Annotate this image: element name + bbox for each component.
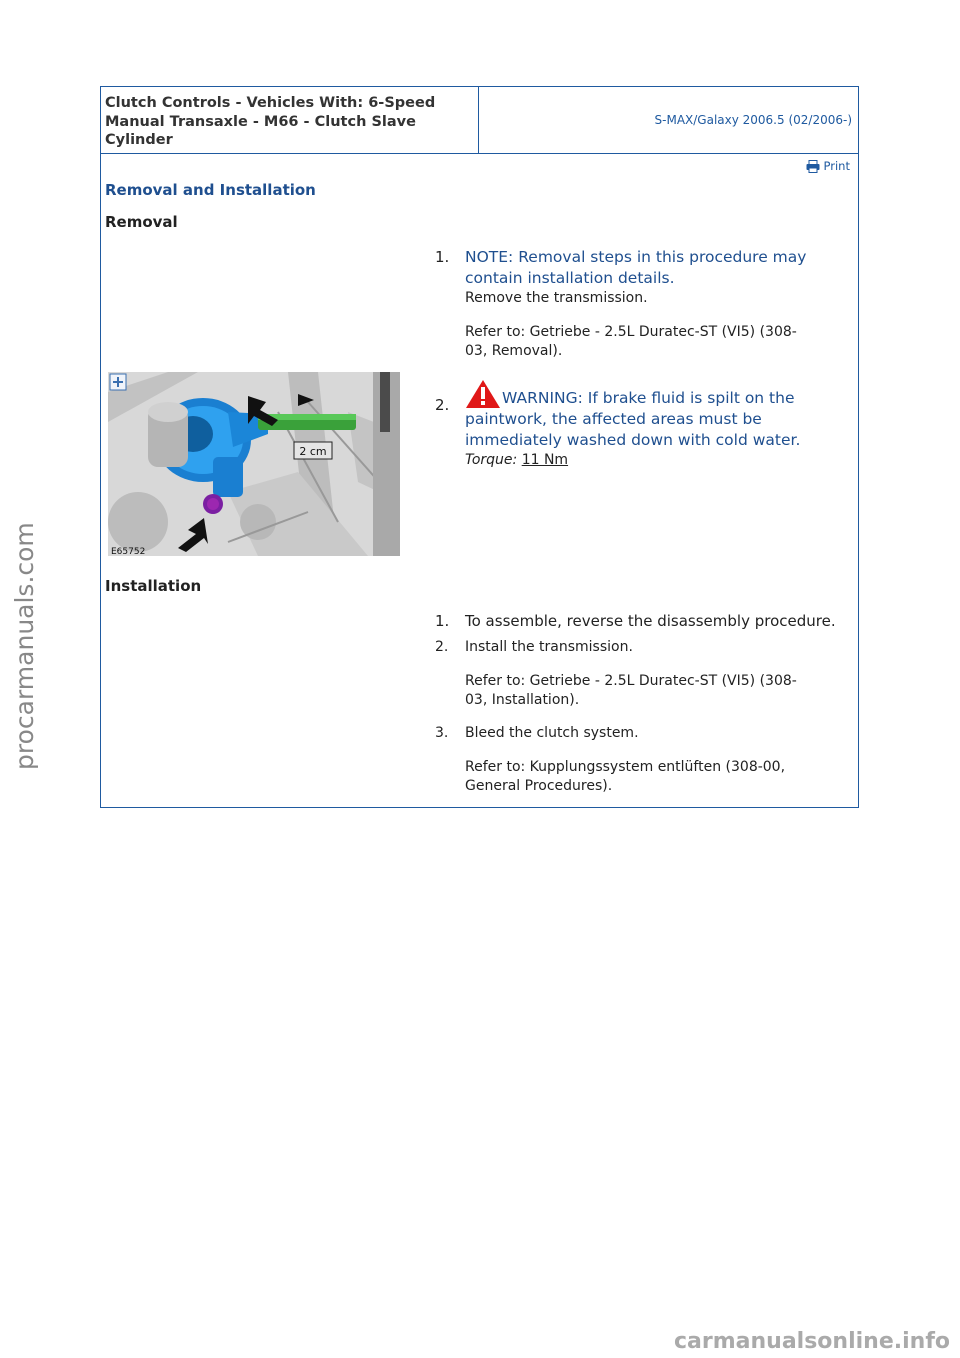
header: [101, 87, 858, 154]
warning-line-3: immediately washed down with cold water.: [465, 431, 801, 449]
installation-heading: Installation: [105, 577, 202, 595]
warning-text: [465, 379, 855, 451]
step-number: 2.: [435, 639, 449, 655]
step-text: Bleed the clutch system.: [465, 725, 639, 741]
reference-line-2: 03, Installation).: [465, 692, 580, 708]
printer-icon: [806, 160, 820, 173]
warning-icon: [465, 379, 501, 409]
section-title: Removal and Installation: [105, 181, 316, 199]
figure-id: E65752: [111, 547, 146, 556]
title-line-3: Cylinder: [105, 132, 173, 148]
warning-line-2: paintwork, the affected areas must be: [465, 410, 762, 428]
zoom-icon[interactable]: [110, 374, 126, 390]
note-line-1: NOTE: Removal steps in this procedure may: [465, 248, 807, 266]
step-text: Install the transmission.: [465, 639, 633, 655]
torque-spec: [465, 451, 855, 470]
watermark-bottom: carmanualsonline.info: [674, 1329, 950, 1354]
step-number: 1.: [435, 612, 450, 630]
figure-illustration: [108, 372, 400, 556]
warning-line-1: WARNING: If brake fluid is spilt on the: [502, 389, 795, 407]
step-number: 2.: [435, 396, 450, 414]
removal-heading: Removal: [105, 213, 178, 231]
reference-link[interactable]: [465, 672, 855, 710]
torque-value: 11 Nm: [521, 452, 569, 468]
reference-line-1: Refer to: Kupplungssystem entlüften (308-00,: [465, 759, 786, 775]
reference-line-1: Refer to: Getriebe - 2.5L Duratec-ST (VI5) (308-: [465, 673, 797, 689]
reference-line-1: Refer to: Getriebe - 2.5L Duratec-ST (VI5) (308-: [465, 324, 797, 340]
note-line-2: contain installation details.: [465, 269, 675, 287]
reference-line-2: 03, Removal).: [465, 343, 563, 359]
title-line-1: Clutch Controls - Vehicles With: 6-Speed: [105, 95, 436, 111]
reference-line-2: General Procedures).: [465, 778, 613, 794]
print-label: Print: [823, 159, 850, 173]
step-number: 1.: [435, 248, 450, 266]
title-line-2: Manual Transaxle - M66 - Clutch Slave: [105, 113, 416, 130]
torque-label: Torque:: [465, 452, 518, 468]
step-text: Remove the transmission.: [465, 290, 648, 306]
page-title: [101, 87, 479, 153]
document-sheet: [100, 86, 859, 808]
step-number: 3.: [435, 725, 449, 741]
reference-link[interactable]: [465, 758, 855, 796]
step-text: To assemble, reverse the disassembly procedure.: [465, 612, 836, 630]
print-button[interactable]: [806, 159, 850, 173]
watermark-left: procarmanuals.com: [10, 522, 39, 770]
reference-link[interactable]: [465, 323, 855, 361]
slave-cylinder-figure: [108, 372, 400, 556]
scale-label: 2 cm: [299, 445, 327, 458]
note-text: [465, 247, 855, 289]
vehicle-model: S-MAX/Galaxy 2006.5 (02/2006-): [654, 113, 852, 127]
